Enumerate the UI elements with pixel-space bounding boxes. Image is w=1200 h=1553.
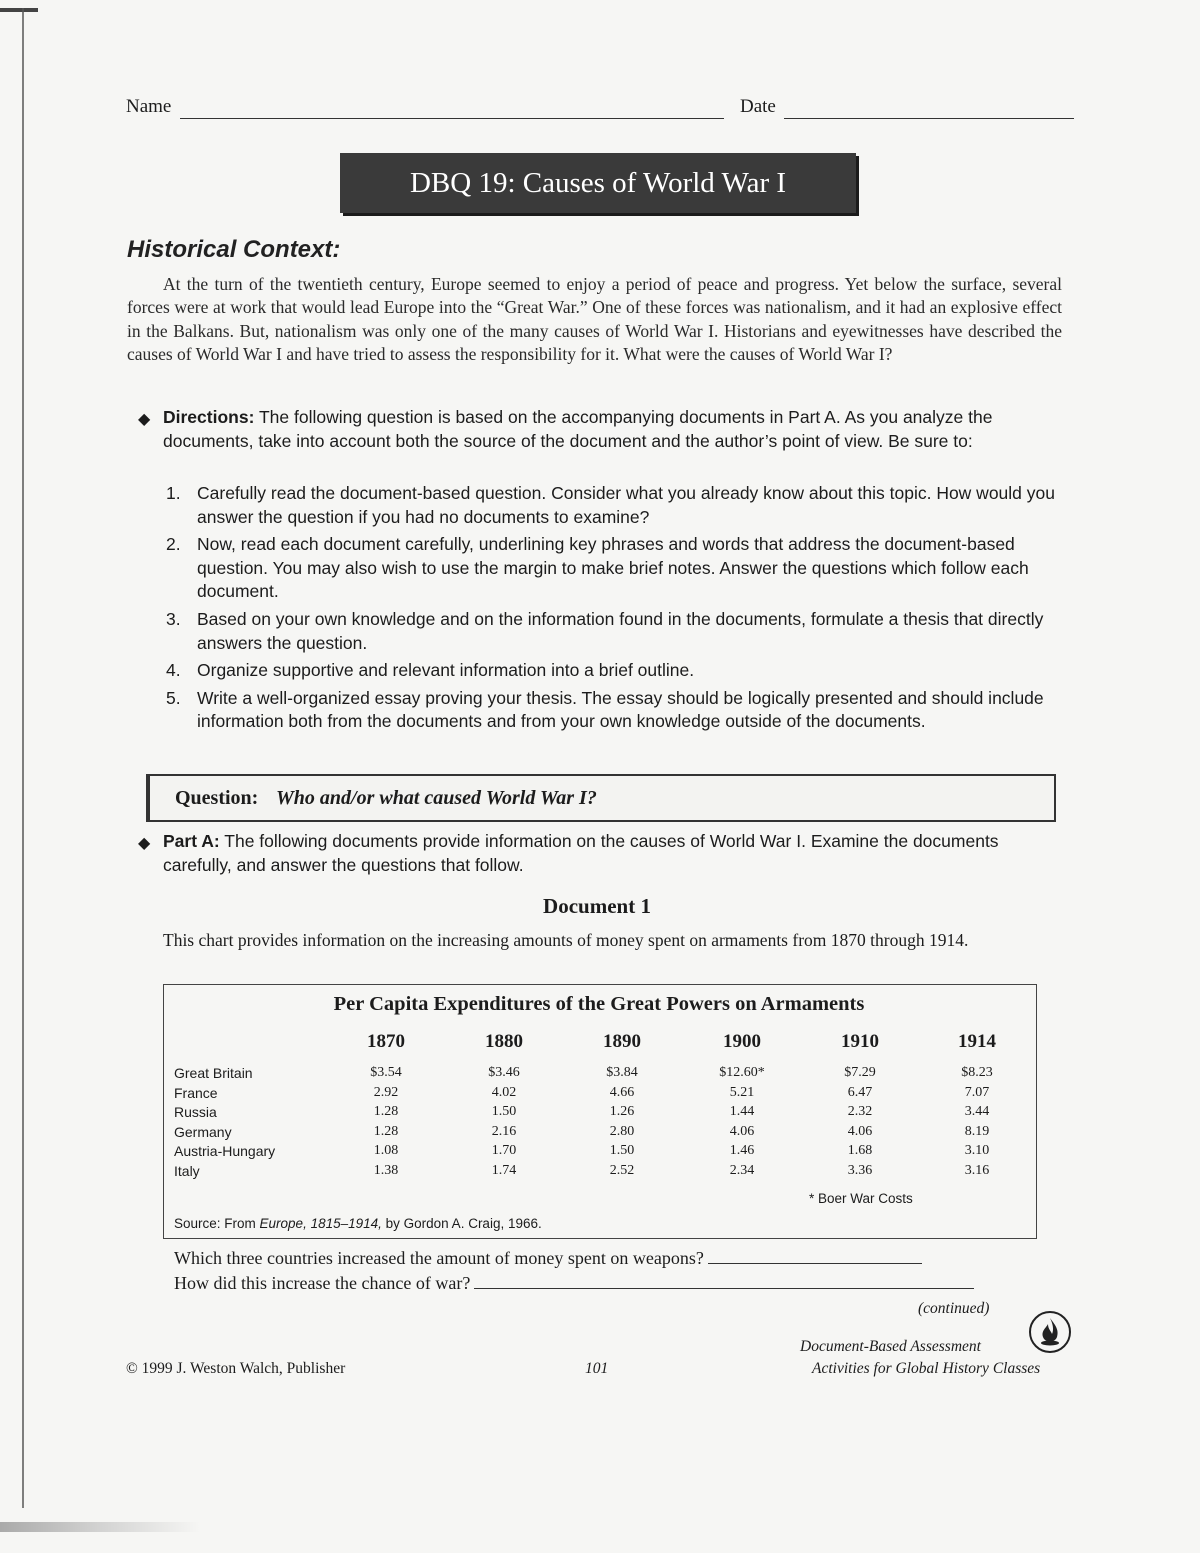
table-cell: 1.08	[373, 1143, 399, 1158]
table-cell: 4.06	[847, 1124, 873, 1139]
name-date-row	[126, 94, 1074, 122]
column-header-1914: 1914	[958, 1031, 996, 1052]
table-cell: 1.44	[729, 1104, 755, 1119]
row-label: France	[174, 1085, 218, 1101]
scan-shadow	[0, 1522, 200, 1532]
table-cell: 2.52	[609, 1163, 635, 1178]
step-number: 2.	[166, 534, 181, 555]
part-a-text	[163, 830, 1063, 877]
table-cell: 1.74	[491, 1163, 517, 1178]
table-title: Per Capita Expenditures of the Great Powers on Armaments	[333, 993, 865, 1015]
series-title-line1: Document-Based Assessment	[800, 1338, 981, 1355]
publisher-flame-icon	[1028, 1310, 1072, 1354]
table-cell: 3.44	[964, 1104, 990, 1119]
step-text: Organize supportive and relevant information into a brief outline.	[197, 660, 695, 681]
step-text: Carefully read the document-based question. Consider what you already know about this topic. How would you answer the question if you had no documents to examine?	[197, 483, 1055, 527]
table-cell: 4.66	[609, 1085, 635, 1100]
question-2-text: How did this increase the chance of war?	[174, 1273, 471, 1293]
directions-body: The following question is based on the accompanying documents in Part A. As you analyze the documents, take into account both the source of the document and the author’s point of view. Be sure to:	[163, 407, 993, 451]
question-box	[146, 774, 1056, 822]
table-footnote: * Boer War Costs	[809, 1191, 913, 1206]
column-header-1870: 1870	[367, 1031, 405, 1052]
step-text: Based on your own knowledge and on the information found in the documents, formulate a thesis that directly answers the question.	[197, 608, 1044, 653]
continued-note: (continued)	[918, 1300, 990, 1317]
table-cell: 1.68	[847, 1143, 873, 1158]
table-cell: $8.23	[961, 1065, 993, 1080]
step-number: 5.	[166, 687, 181, 708]
table-cell: 4.02	[491, 1085, 517, 1100]
table-cell: 2.34	[729, 1163, 755, 1178]
row-label: Russia	[174, 1104, 217, 1120]
table-source	[174, 1216, 542, 1231]
expenditures-table	[163, 984, 1037, 1239]
part-a-body: The following documents provide information on the causes of World War I. Examine the documents carefully, and answer the questions that follow.	[163, 831, 999, 875]
directions-label: Directions:	[163, 407, 255, 427]
copyright: © 1999 J. Weston Walch, Publisher	[126, 1360, 346, 1377]
table-cell: 1.38	[373, 1163, 399, 1178]
series-title-line2: Activities for Global History Classes	[812, 1360, 1041, 1377]
list-item	[166, 659, 1066, 683]
historical-context-heading: Historical Context:	[127, 236, 341, 263]
table-cell: $7.29	[844, 1065, 876, 1080]
table-cell: 1.46	[729, 1143, 755, 1158]
table-cell: $12.60*	[719, 1065, 765, 1080]
table-cell: 5.21	[729, 1085, 755, 1100]
part-a-label: Part A:	[163, 831, 220, 851]
table-cell: 2.80	[609, 1124, 635, 1139]
source-prefix: Source: From	[174, 1216, 260, 1231]
question-2	[174, 1273, 974, 1294]
step-number: 1.	[166, 483, 181, 503]
list-item	[166, 608, 1066, 655]
step-number: 4.	[166, 660, 181, 681]
column-header-1880: 1880	[485, 1031, 523, 1052]
question-1-text: Which three countries increased the amount of money spent on weapons?	[174, 1248, 704, 1268]
document-intro: This chart provides information on the increasing amounts of money spent on armaments from 1870 through 1914.	[163, 930, 969, 950]
table-cell: 2.32	[847, 1104, 873, 1119]
source-title: Europe, 1815–1914,	[259, 1216, 382, 1231]
table-cell: 2.92	[373, 1085, 399, 1100]
table-cell: $3.46	[488, 1065, 520, 1080]
list-item	[166, 687, 1066, 734]
diamond-bullet-icon: ◆	[138, 411, 151, 428]
step-number: 3.	[166, 608, 181, 629]
directions-steps	[166, 482, 1066, 738]
table-cell: 3.16	[964, 1163, 990, 1178]
historical-context-body: At the turn of the twentieth century, Europe seemed to enjoy a period of peace and progress. Yet below the surface, several forces were at work that would lead Europe into the “Great War.” One of these forces was nationalism, and it had an explosive effect in the Balkans. But, nationalism was only one of the many causes of World War I. Historians and eyewitnesses have described the causes of World War I and have tried to assess the responsibility for it. What were the causes of World War I?	[127, 274, 1062, 365]
name-label: Name	[126, 96, 172, 117]
table-cell: 6.47	[847, 1085, 873, 1100]
table-cell: 1.26	[609, 1104, 635, 1119]
page-number: 101	[585, 1360, 609, 1377]
name-field[interactable]	[180, 118, 724, 119]
table-cell: 2.16	[491, 1124, 517, 1139]
column-header-1910: 1910	[841, 1031, 879, 1052]
question-1	[174, 1248, 922, 1269]
list-item	[166, 482, 1066, 529]
source-suffix: by Gordon A. Craig, 1966.	[381, 1216, 542, 1231]
table-cell: 3.10	[964, 1143, 990, 1158]
document-heading: Document 1	[543, 894, 651, 918]
table-cell: 1.50	[491, 1104, 517, 1119]
table-cell: 1.50	[609, 1143, 635, 1158]
table-cell: $3.54	[370, 1065, 402, 1080]
column-header-1900: 1900	[723, 1031, 761, 1052]
table-cell: 8.19	[964, 1124, 990, 1139]
table-cell: 3.36	[847, 1163, 873, 1178]
directions-text	[163, 406, 1063, 453]
scan-corner-mark	[0, 8, 38, 12]
row-label: Great Britain	[174, 1065, 253, 1081]
question-text: Who and/or what caused World War I?	[276, 787, 597, 809]
row-label: Italy	[174, 1163, 200, 1179]
table-cell: 1.70	[491, 1143, 517, 1158]
date-label: Date	[740, 96, 776, 117]
table-cell: 7.07	[964, 1085, 990, 1100]
step-text: Write a well-organized essay proving your thesis. The essay should be logically presented and should include information both from the documents and from your own knowledge outside of the documents.	[197, 687, 1044, 732]
answer-2-field[interactable]	[474, 1288, 974, 1289]
page-title: DBQ 19: Causes of World War I	[340, 153, 856, 213]
question-label: Question:	[175, 787, 259, 809]
scan-edge-line	[22, 8, 24, 1508]
table-cell: 1.28	[373, 1104, 399, 1119]
list-item	[166, 533, 1066, 604]
diamond-bullet-icon: ◆	[138, 835, 151, 852]
table-cell: 1.28	[373, 1124, 399, 1139]
column-header-1890: 1890	[603, 1031, 641, 1052]
table-cell: 4.06	[729, 1124, 755, 1139]
answer-1-field[interactable]	[708, 1263, 922, 1264]
table-cell: $3.84	[606, 1065, 638, 1080]
step-text: Now, read each document carefully, underlining key phrases and words that address the document-based question. You may also wish to use the margin to make brief notes. Answer the questions which follow each document.	[197, 534, 1029, 602]
row-label: Germany	[174, 1124, 232, 1140]
date-field[interactable]	[784, 118, 1074, 119]
row-label: Austria-Hungary	[174, 1143, 276, 1159]
